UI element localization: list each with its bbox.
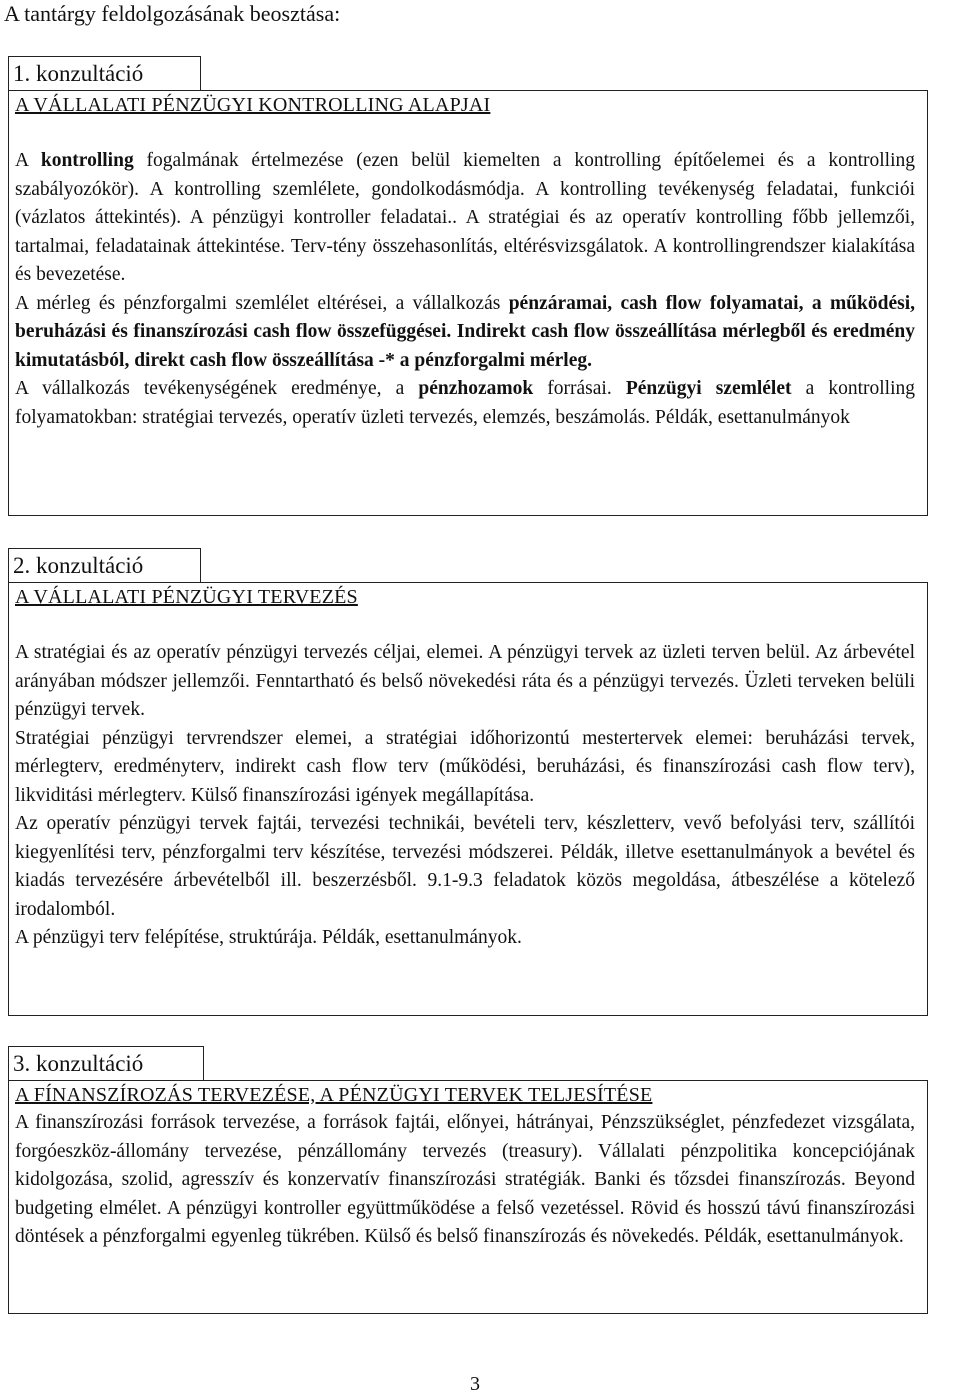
section-1-paragraph-2: A mérleg és pénzforgalmi szemlélet eltérései, a vállalkozás pénzáramai, cash flow folyamatai, a működési, beruházási és finanszírozási cash flow összefüggései. Indirekt cash flow összeállítása mérlegből és eredmény kimutatásból, direkt cash flow összeállítása -* a pénzforgalmi mérleg. [15,292,916,371]
section-2-paragraph-1: A stratégiai és az operatív pénzügyi tervezés céljai, elemei. A pénzügyi tervek az üzleti terven belül. Az árbevétel arányában módszer jellemzői. Fenntartható és belső növekedési ráta és a pénzügyi tervezés. Üzleti terveken belüli pénzügyi tervek. [15,642,915,720]
section-3-paragraph-1: A finanszírozási források tervezése, a források fajtái, előnyei, hátrányai, Pénzszükséglet, pénzfedezet vizsgálata, forgóeszköz-állomány tervezése, pénzállomány tervezés (treasury). Vállalati pénzpolitika koncepciójának kidolgozása, szolid, agresszív és konzervatív finanszírozási stratégiák. Banki és tőzsdei finanszírozás. Beyond budgeting elmélet. A pénzügyi kontroller együttműködése a felső vezetéssel. Rövid és hosszú távú finanszírozási döntések a pénzforgalmi egyenleg tükrében. Külső és belső finanszírozás és növekedés. Példák, esettanulmányok. [15,1112,915,1247]
section-1-tab: 1. konzultáció [8,56,201,90]
section-2-box [8,582,928,1016]
section-2-paragraph-2: Stratégiai pénzügyi tervrendszer elemei, a stratégiai időhorizontú mestertervek elemei: beruházási tervek, mérlegterv, eredményterv, indirekt cash flow terv (működési, beruházási, és finanszírozási cash flow terv), likviditási mérlegterv. Külső finanszírozási igények megállapítása. [15,727,915,806]
section-3-heading: A FÍNANSZÍROZÁS TERVEZÉSE, A PÉNZÜGYI TERVEK TELJESÍTÉSE [15,1084,653,1106]
page-number: 3 [470,1373,480,1395]
section-2-tab: 2. konzultáció [8,548,201,582]
section-3-box [8,1080,928,1314]
section-3-tab: 3. konzultáció [8,1046,204,1080]
section-1-paragraph-1: A kontrolling fogalmának értelmezése (ezen belül kiemelten a kontrolling építőelemei és a kontrolling szabályozókör). A kontrolling szemlélete, gondolkodásmódja. A kontrolling tevékenység feladatai, funkciói (vázlatos áttekintés). A pénzügyi kontroller feladatai.. A stratégiai és az operatív kontrolling főbb jellemzői, tartalmai, feladatainak áttekintése. Terv-tény összehasonlítás, eltérésvizsgálatok. A kontrollingrendszer kialakítása és bevezetése. [15,150,915,285]
section-1-box [8,90,928,516]
page-title: A tantárgy feldolgozásának beosztása: [4,1,341,26]
section-2-heading: A VÁLLALATI PÉNZÜGYI TERVEZÉS [15,586,358,608]
section-1-paragraph-3: A vállalkozás tevékenységének eredménye, a pénzhozamok forrásai. Pénzügyi szemlélet a kontrolling folyamatokban: stratégiai tervezés, operatív üzleti tervezés, elemzés, beszámolás. Példák, esettanulmányok [15,378,915,428]
section-2-paragraph-4: A pénzügyi terv felépítése, struktúrája. Példák, esettanulmányok. [15,927,522,948]
section-2-paragraph-3: Az operatív pénzügyi tervek fajtái, tervezési technikái, bevételi terv, készletterv, vevő befolyási terv, szállítói kiegyenlítési terv, pénzforgalmi terv készítése, tervezési módszerei. Példák, illetve esettanulmányok a bevétel és kiadás tervezésére árbevételből ill. beszerzésből. 9.1-9.3 feladatok közös megoldása, átbeszélése a kötelező irodalomból. [15,813,915,920]
section-1-heading: A VÁLLALATI PÉNZÜGYI KONTROLLING ALAPJAI [15,94,491,116]
